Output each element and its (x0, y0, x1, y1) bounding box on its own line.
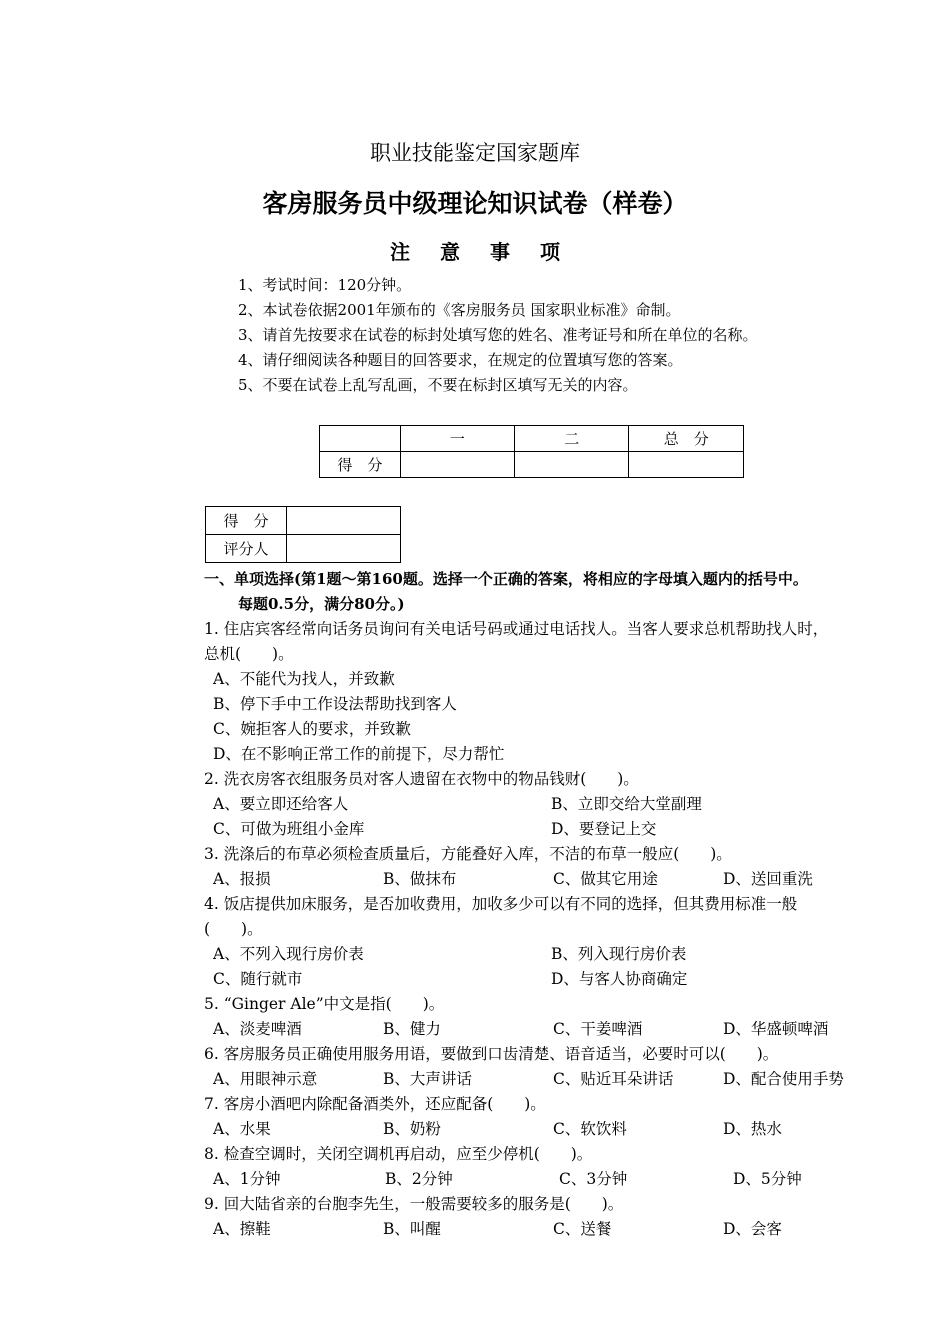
question-7: 7. 客房小酒吧内除配备酒类外，还应配备( )。 (204, 1095, 546, 1113)
score-table-header-part2: 二 (515, 426, 629, 452)
q6-option-c: C、贴近耳朵讲话 (553, 1070, 674, 1088)
q2-option-d: D、要登记上交 (551, 820, 657, 838)
q4-option-c: C、随行就市 (213, 970, 303, 988)
grader-table (205, 506, 401, 563)
score-cell-part1[interactable] (400, 452, 514, 478)
question-6: 6. 客房服务员正确使用服务用语，要做到口齿清楚、语音适当，必要时可以( )。 (204, 1045, 779, 1063)
q6-option-a: A、用眼神示意 (213, 1070, 318, 1088)
score-table-row-label: 得 分 (320, 452, 401, 478)
q9-option-d: D、会客 (723, 1220, 782, 1238)
grader-name-cell[interactable] (287, 535, 401, 563)
q2-option-b: B、立即交给大堂副理 (551, 795, 702, 813)
notice-item-1: 1、考试时间：120分钟。 (238, 276, 412, 294)
q4-option-b: B、列入现行房价表 (551, 945, 687, 963)
notice-item-4: 4、请仔细阅读各种题目的回答要求，在规定的位置填写您的答案。 (238, 351, 683, 369)
q5-option-a: A、淡麦啤酒 (213, 1020, 302, 1038)
grader-score-cell[interactable] (287, 507, 401, 535)
question-1: 1. 住店宾客经常向话务员询问有关电话号码或通过电话找人。当客人要求总机帮助找人时， (204, 620, 829, 638)
notice-item-3: 3、请首先按要求在试卷的标封处填写您的姓名、准考证号和所在单位的名称。 (238, 326, 758, 344)
q8-option-c: C、3分钟 (559, 1170, 628, 1188)
q1-option-d: D、在不影响正常工作的前提下，尽力帮忙 (213, 745, 505, 763)
score-summary-table (319, 425, 744, 478)
question-4: 4. 饭店提供加床服务，是否加收费用，加收多少可以有不同的选择，但其费用标准一般 (204, 895, 798, 913)
q5-option-d: D、华盛顿啤酒 (723, 1020, 829, 1038)
score-table-header-total: 总 分 (629, 426, 744, 452)
q3-option-a: A、报损 (213, 870, 271, 888)
question-9: 9. 回大陆省亲的台胞李先生，一般需要较多的服务是( )。 (204, 1195, 624, 1213)
grader-name-label: 评分人 (206, 535, 287, 563)
question-bank-title: 职业技能鉴定国家题库 (370, 141, 580, 165)
q7-option-c: C、软饮料 (553, 1120, 627, 1138)
q3-option-d: D、送回重洗 (723, 870, 813, 888)
q3-option-c: C、做其它用途 (553, 870, 658, 888)
score-cell-part2[interactable] (515, 452, 629, 478)
section-heading: 一、单项选择(第1题～第160题。选择一个正确的答案，将相应的字母填入题内的括号中。 (204, 570, 808, 588)
q1-option-c: C、婉拒客人的要求，并致歉 (213, 720, 411, 738)
q9-option-a: A、擦鞋 (213, 1220, 271, 1238)
notice-title: 注意事项 (390, 240, 590, 264)
score-table-corner (320, 426, 401, 452)
q7-option-d: D、热水 (723, 1120, 782, 1138)
grader-score-label: 得 分 (206, 507, 287, 535)
q5-option-b: B、健力 (383, 1020, 441, 1038)
notice-item-5: 5、不要在试卷上乱写乱画，不要在标封区填写无关的内容。 (238, 376, 638, 394)
score-cell-total[interactable] (629, 452, 744, 478)
q8-option-a: A、1分钟 (213, 1170, 281, 1188)
question-3: 3. 洗涤后的布草必须检查质量后，方能叠好入库，不洁的布草一般应( )。 (204, 845, 732, 863)
q1-option-a: A、不能代为找人，并致歉 (213, 670, 395, 688)
q5-option-c: C、干姜啤酒 (553, 1020, 643, 1038)
q8-option-b: B、2分钟 (385, 1170, 453, 1188)
q7-option-a: A、水果 (213, 1120, 271, 1138)
q2-option-c: C、可做为班组小金库 (213, 820, 365, 838)
question-8: 8. 检查空调时，关闭空调机再启动，应至少停机( )。 (204, 1145, 593, 1163)
q4-option-a: A、不列入现行房价表 (213, 945, 364, 963)
notice-item-2: 2、本试卷依据2001年颁布的《客房服务员 国家职业标准》命制。 (238, 301, 681, 319)
q9-option-c: C、送餐 (553, 1220, 612, 1238)
exam-title: 客房服务员中级理论知识试卷（样卷） (262, 189, 688, 218)
q2-option-a: A、要立即还给客人 (213, 795, 349, 813)
section-heading-line2: 每题0.5分，满分80分。) (238, 595, 405, 613)
q4-option-d: D、与客人协商确定 (551, 970, 688, 988)
question-5: 5. “Ginger Ale”中文是指( )。 (204, 995, 445, 1013)
score-table-header-part1: 一 (400, 426, 514, 452)
q6-option-b: B、大声讲话 (383, 1070, 472, 1088)
question-1-line2: 总机( )。 (204, 645, 294, 663)
question-2: 2. 洗衣房客衣组服务员对客人遗留在衣物中的物品钱财( )。 (204, 770, 639, 788)
question-4-line2: ( )。 (204, 920, 263, 938)
q8-option-d: D、5分钟 (733, 1170, 802, 1188)
q6-option-d: D、配合使用手势 (723, 1070, 844, 1088)
q1-option-b: B、停下手中工作设法帮助找到客人 (213, 695, 457, 713)
q9-option-b: B、叫醒 (383, 1220, 441, 1238)
q7-option-b: B、奶粉 (383, 1120, 441, 1138)
q3-option-b: B、做抹布 (383, 870, 457, 888)
